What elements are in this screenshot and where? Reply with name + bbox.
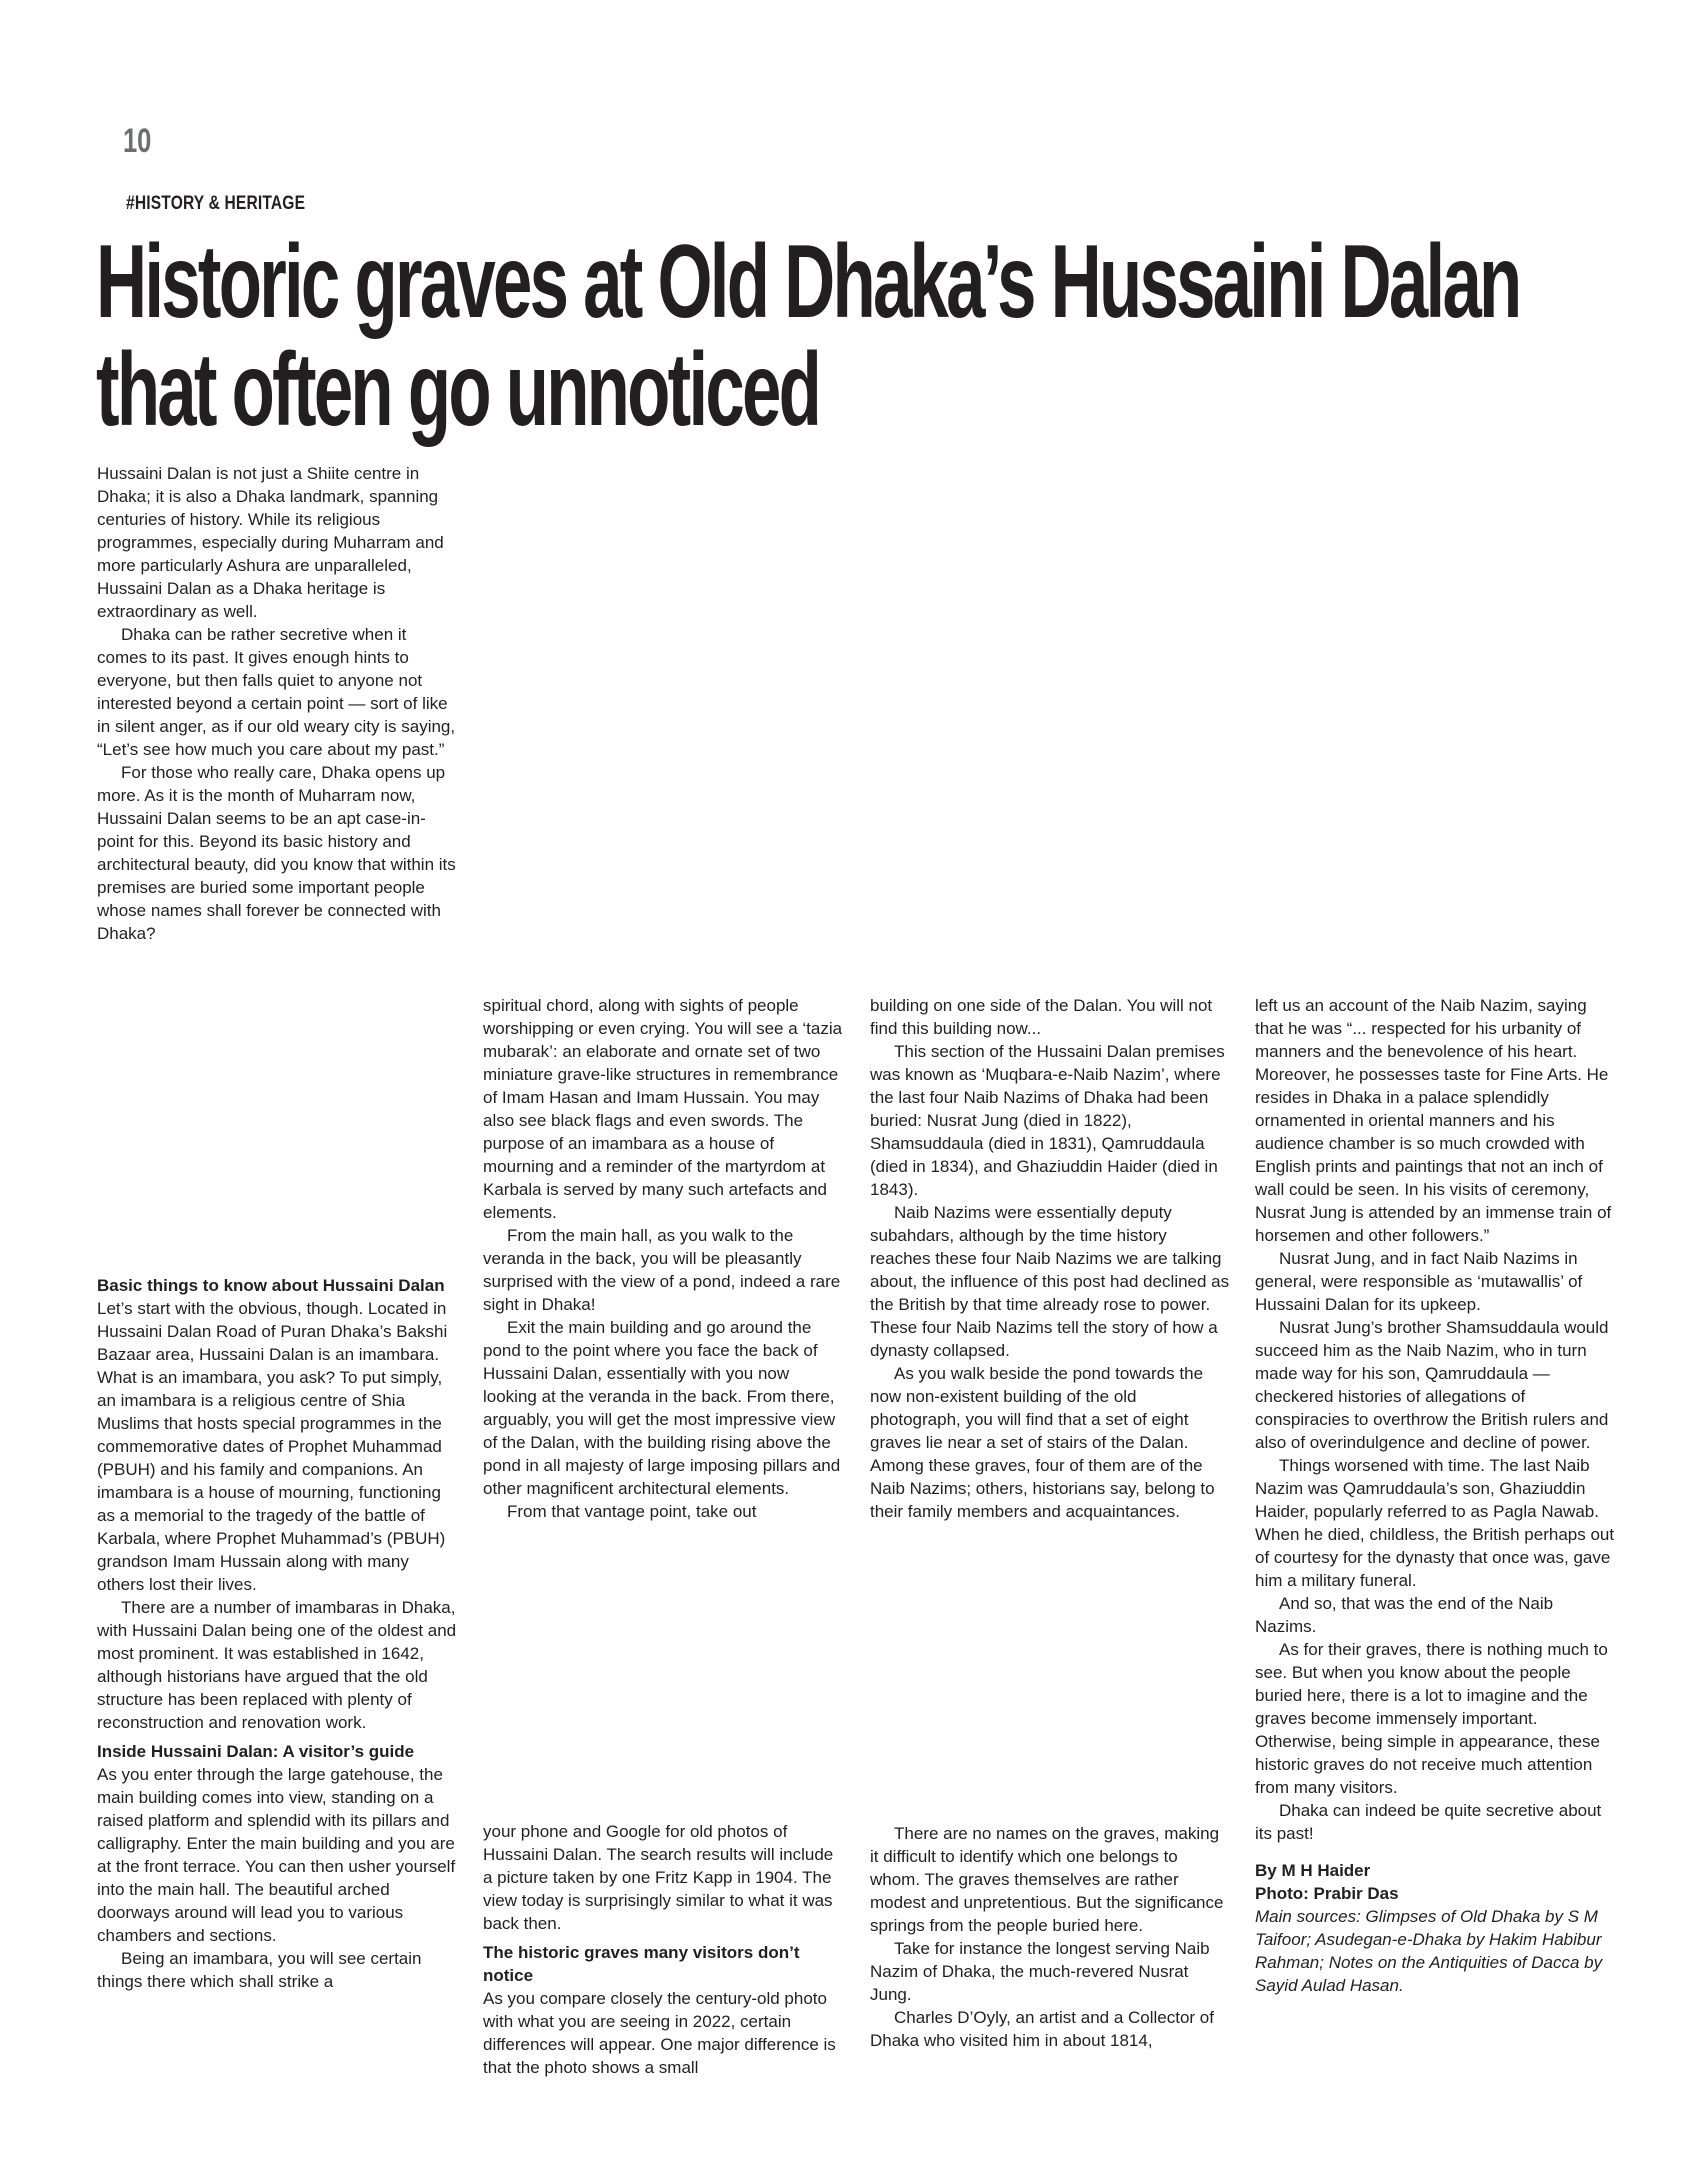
paragraph: And so, that was the end of the Naib Nazims. — [1255, 1594, 1554, 1636]
column-2-bottom — [483, 1820, 843, 2079]
paragraph: spiritual chord, along with sights of people worshipping or even crying. You will see a ‘tazia mubarak’: an elaborate and ornate set of two miniature grave-like structures in remembrance of Imam Hasan and Imam Hussain. You may also see black flags and even swords. The purpose of an imambara as a house of mourning and a reminder of the martyrdom at Karbala is served by many such artefacts and elements. — [483, 996, 843, 1222]
paragraph: left us an account of the Naib Nazim, saying that he was “... respected for his urbanity of manners and the benevolence of his heart. Moreover, he possesses taste for Fine Arts. He resides in Dhaka in a palace splendidly ornamented in oriental manners and his audience chamber is so much crowded with English prints and paintings that not an inch of wall could be seen. In his visits of ceremony, Nusrat Jung is attended by an immense train of horsemen and other followers.” — [1255, 996, 1612, 1245]
sources-note: Main sources: Glimpses of Old Dhaka by S M Taifoor; Asudegan-e-Dhaka by Hakim Habibur Rahman; Notes on the Antiquities of Dacca by Sayid Aulad Hasan. — [1255, 1907, 1603, 1995]
paragraph: From the main hall, as you walk to the veranda in the back, you will be pleasantly surprised with the view of a pond, indeed a rare sight in Dhaka! — [483, 1226, 841, 1314]
paragraph: Being an imambara, you will see certain things there which shall strike a — [97, 1949, 422, 1991]
paragraph: your phone and Google for old photos of Hussaini Dalan. The search results will include a picture taken by one Fritz Kapp in 1904. The view today is surprisingly similar to what it was back then. — [483, 1822, 834, 1933]
section-tag: #HISTORY & HERITAGE — [126, 193, 306, 214]
paragraph: building on one side of the Dalan. You will not find this building now... — [870, 996, 1213, 1038]
intro-paragraph: Dhaka can be rather secretive when it comes to its past. It gives enough hints to everyone, but then falls quiet to anyone not interested beyond a certain point — sort of like in silent anger, as if our old weary city is saying, “Let’s see how much you care about my past.” — [97, 625, 456, 759]
paragraph: Charles D’Oyly, an artist and a Collector of Dhaka who visited him in about 1814, — [870, 2008, 1214, 2050]
page-number: 10 — [123, 122, 152, 160]
paragraph: Things worsened with time. The last Naib Nazim was Qamruddaula’s son, Ghaziuddin Haider, popularly referred to as Pagla Nawab. When he died, childless, the British perhaps out of courtesy for the dynasty that once was, gave him a military funeral. — [1255, 1456, 1615, 1590]
paragraph: There are a number of imambaras in Dhaka, with Hussaini Dalan being one of the oldest and most prominent. It was established in 1642, although historians have argued that the old structure has been replaced with plenty of reconstruction and renovation work. — [97, 1598, 457, 1732]
headline: Historic graves at Old Dhaka’s Hussaini Dalan that often go unnoticed — [96, 224, 1520, 448]
column-1 — [97, 1274, 457, 1993]
intro-paragraph: Hussaini Dalan is not just a Shiite centre in Dhaka; it is also a Dhaka landmark, spanning centuries of history. While its religious programmes, especially during Muharram and more particularly Ashura are unparalleled, Hussaini Dalan as a Dhaka heritage is extraordinary as well. — [97, 464, 444, 621]
paragraph: There are no names on the graves, making it difficult to identify which one belongs to whom. The graves themselves are rather modest and unpretentious. But the significance springs from the people buried here. — [870, 1824, 1224, 1935]
paragraph: Exit the main building and go around the pond to the point where you face the back of Hussaini Dalan, essentially with you now looking at the veranda in the back. From there, arguably, you will get the most impressive view of the Dalan, with the building rising above the pond in all majesty of large imposing pillars and other magnificent architectural elements. — [483, 1318, 841, 1498]
paragraph: Naib Nazims were essentially deputy subahdars, although by the time history reaches these four Naib Nazims we are talking about, the influence of this post had declined as the British by that time already rose to power. These four Naib Nazims tell the story of how a dynasty collapsed. — [870, 1203, 1230, 1360]
intro-column — [97, 462, 457, 945]
subheading-visitors-guide: Inside Hussaini Dalan: A visitor’s guide — [97, 1742, 415, 1761]
paragraph: Dhaka can indeed be quite secretive about its past! — [1255, 1801, 1602, 1843]
paragraph: As you enter through the large gatehouse, the main building comes into view, standing on a raised platform and splendid with its pillars and calligraphy. Enter the main building and you are at the front terrace. You can then usher yourself into the main hall. The beautiful arched doorways around will lead you to various chambers and sections. — [97, 1765, 456, 1945]
subheading-historic-graves: The historic graves many visitors don’t notice — [483, 1943, 800, 1985]
column-2-top — [483, 994, 843, 1523]
column-3-bottom — [870, 1822, 1230, 2052]
paragraph: As you compare closely the century-old photo with what you are seeing in 2022, certain differences will appear. One major difference is that the photo shows a small — [483, 1989, 836, 2077]
paragraph: Take for instance the longest serving Naib Nazim of Dhaka, the much-revered Nusrat Jung. — [870, 1939, 1210, 2004]
paragraph: Let’s start with the obvious, though. Located in Hussaini Dalan Road of Puran Dhaka’s Bakshi Bazaar area, Hussaini Dalan is an imambara. What is an imambara, you ask? To put simply, an imambara is a religious centre of Shia Muslims that hosts special programmes in the commemorative dates of Prophet Muhammad (PBUH) and his family and companions. An imambara is a house of mourning, functioning as a memorial to the tragedy of the battle of Karbala, where Prophet Muhammad’s (PBUH) grandson Imam Hussain along with many others lost their lives. — [97, 1299, 448, 1594]
column-3-top — [870, 994, 1230, 1523]
column-4 — [1255, 994, 1615, 1997]
paragraph: Nusrat Jung’s brother Shamsuddaula would succeed him as the Naib Nazim, who in turn made way for his son, Qamruddaula —checkered histories of allegations of conspiracies to overthrow the British rulers and also of overindulgence and decline of power. — [1255, 1318, 1609, 1452]
paragraph: As for their graves, there is nothing much to see. But when you know about the people buried here, there is a lot to imagine and the graves become immensely important. Otherwise, being simple in appearance, these historic graves do not receive much attention from many visitors. — [1255, 1640, 1608, 1797]
byline: By M H Haider — [1255, 1861, 1371, 1880]
paragraph: This section of the Hussaini Dalan premises was known as ‘Muqbara-e-Naib Nazim’, where the last four Naib Nazims of Dhaka had been buried: Nusrat Jung (died in 1822), Shamsuddaula (died in 1831), Qamruddaula (died in 1834), and Ghaziuddin Haider (died in 1843). — [870, 1042, 1225, 1199]
photo-credit: Photo: Prabir Das — [1255, 1884, 1399, 1903]
subheading-basics: Basic things to know about Hussaini Dalan — [97, 1276, 445, 1295]
paragraph: As you walk beside the pond towards the now non-existent building of the old photograph, you will find that a set of eight graves lie near a set of stairs of the Dalan. Among these graves, four of them are of the Naib Nazims; others, historians say, belong to their family members and acquaintances. — [870, 1364, 1215, 1521]
intro-paragraph: For those who really care, Dhaka opens up more. As it is the month of Muharram now, Hussaini Dalan seems to be an apt case-in-point for this. Beyond its basic history and architectural beauty, did you know that within its premises are buried some important people whose names shall forever be connected with Dhaka? — [97, 763, 456, 943]
paragraph: From that vantage point, take out — [507, 1502, 757, 1521]
paragraph: Nusrat Jung, and in fact Naib Nazims in general, were responsible as ‘mutawallis’ of Hussaini Dalan for its upkeep. — [1255, 1249, 1583, 1314]
